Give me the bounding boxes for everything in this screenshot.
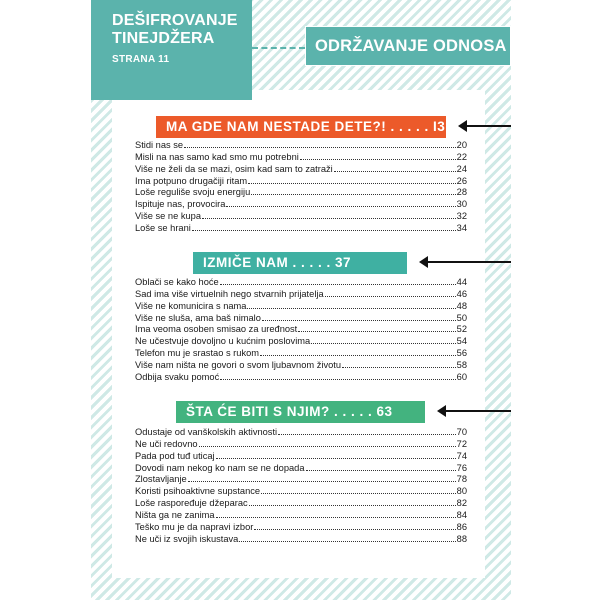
list-item [135,176,467,188]
item-page: 46 [456,288,467,299]
item-title: Odbija svaku pomoć [135,371,220,382]
item-title: Loše se hrani [135,222,191,233]
leader-dots [260,348,456,356]
item-page: 24 [456,163,467,174]
leader-dots [192,223,456,231]
item-page: 88 [456,533,467,544]
leader-dots [249,498,456,506]
item-title: Zlostavljanje [135,474,187,485]
chapter-2-list [135,277,467,384]
leader-dots [226,199,455,207]
item-page: 44 [456,277,467,287]
item-title: Više ne komunicira s nama [135,300,247,311]
item-page: 50 [456,312,467,323]
leader-dots [334,164,456,172]
list-item [135,451,467,463]
item-title: Više ne sluša, ama baš nimalo [135,312,261,323]
item-page: 22 [456,151,467,162]
leader-dots [261,486,456,494]
item-page: 30 [456,199,467,210]
list-item [135,522,467,534]
list-item [135,277,467,289]
leader-dots [298,324,455,332]
list-item [135,372,467,384]
list-item [135,439,467,451]
leader-dots [199,439,456,447]
list-item [135,498,467,510]
leader-dots [251,187,455,195]
leader-dots [278,427,456,435]
item-title: Ništa ga ne zanima [135,509,215,520]
item-page: 58 [456,359,467,370]
leader-dots [220,372,455,380]
item-page: 60 [456,371,467,382]
item-title: Više ne želi da se mazi, osim kad sam to zatraži [135,163,333,174]
book-title-block [91,0,252,100]
item-title: Sad ima više virtuelnih nego stvarnih prijatelja [135,288,324,299]
arrow-pointer-2 [426,261,511,263]
list-item [135,348,467,360]
leader-dots [239,534,455,542]
arrow-pointer-1 [465,125,511,127]
item-title: Loše reguliše svoju energiju [135,187,251,198]
chapter-heading-2: IZMIČE NAM . . . . . 37 [193,252,407,274]
item-page: 80 [456,486,467,497]
item-title: Ne učestvuje dovoljno u kućnim poslovima [135,336,311,347]
leader-dots [262,313,456,321]
leader-dots [306,463,456,471]
dashed-connector [252,47,305,49]
list-item [135,463,467,475]
list-item [135,486,467,498]
leader-dots [220,277,456,285]
item-page: 74 [456,450,467,461]
list-item [135,474,467,486]
list-item [135,534,467,546]
item-title: Misli na nas samo kad smo mu potrebni [135,151,299,162]
list-item [135,152,467,164]
list-item [135,360,467,372]
list-item [135,313,467,325]
list-item [135,427,467,439]
item-title: Koristi psihoaktivne supstance [135,486,261,497]
leader-dots [300,152,456,160]
item-page: 34 [456,222,467,233]
book-title-line-2: TINEJDŽERA [112,30,215,47]
leader-dots [202,211,456,219]
item-page: 28 [456,187,467,198]
list-item [135,164,467,176]
leader-dots [342,360,456,368]
item-title: Ispituje nas, provocira [135,199,226,210]
item-page: 70 [456,427,467,437]
item-page: 86 [456,521,467,532]
leader-dots [216,451,456,459]
page-label: STRANA 11 [112,54,170,65]
leader-dots [188,474,456,482]
leader-dots [325,289,456,297]
chapter-1-list [135,140,467,235]
item-page: 32 [456,211,467,222]
list-item [135,289,467,301]
item-title: Oblači se kako hoće [135,277,219,287]
item-title: Telefon mu je srastao s rukom [135,348,260,359]
item-page: 76 [456,462,467,473]
leader-dots [184,140,456,148]
item-page: 56 [456,348,467,359]
item-title: Loše raspoređuje džeparac [135,498,248,509]
item-title: Odustaje od vanškolskih aktivnosti [135,427,278,437]
leader-dots [311,336,455,344]
item-page: 84 [456,509,467,520]
list-item [135,324,467,336]
item-title: Ima veoma osoben smisao za uređnost [135,324,298,335]
list-item [135,510,467,522]
list-item [135,301,467,313]
item-title: Više nam ništa ne govori o svom ljubavnom životu [135,359,342,370]
item-title: Ne uči iz svojih iskustava [135,533,239,544]
item-page: 26 [456,175,467,186]
list-item [135,199,467,211]
section-tag [305,26,511,66]
item-title: Stidi nas se [135,140,184,150]
list-item [135,140,467,152]
chapter-3-list [135,427,467,545]
chapter-heading-3: ŠTA ĆE BITI S NJIM? . . . . . 63 [176,401,425,423]
item-title: Više se ne kupa [135,211,201,222]
leader-dots [216,510,456,518]
item-title: Dovodi nam nekog ko nam se ne dopada [135,462,305,473]
item-page: 78 [456,474,467,485]
item-title: Teško mu je da napravi izbor [135,521,254,532]
item-page: 72 [456,438,467,449]
section-title: ODRŽAVANJE ODNOSA [315,37,507,55]
item-title: Ima potpuno drugačiji ritam [135,175,248,186]
leader-dots [248,176,456,184]
book-title-line-1: DEŠIFROVANJE [112,12,238,29]
item-page: 52 [456,324,467,335]
list-item [135,336,467,348]
item-page: 48 [456,300,467,311]
list-item [135,223,467,235]
item-title: Ne uči redovno [135,438,198,449]
leader-dots [254,522,455,530]
list-item [135,211,467,223]
item-page: 20 [456,140,467,150]
arrow-pointer-3 [444,410,511,412]
leader-dots [247,301,455,309]
item-title: Pada pod tuđ uticaj [135,450,215,461]
list-item [135,187,467,199]
item-page: 82 [456,498,467,509]
chapter-heading-1: MA GDE NAM NESTADE DETE?! . . . . . I3 [156,116,446,138]
item-page: 54 [456,336,467,347]
